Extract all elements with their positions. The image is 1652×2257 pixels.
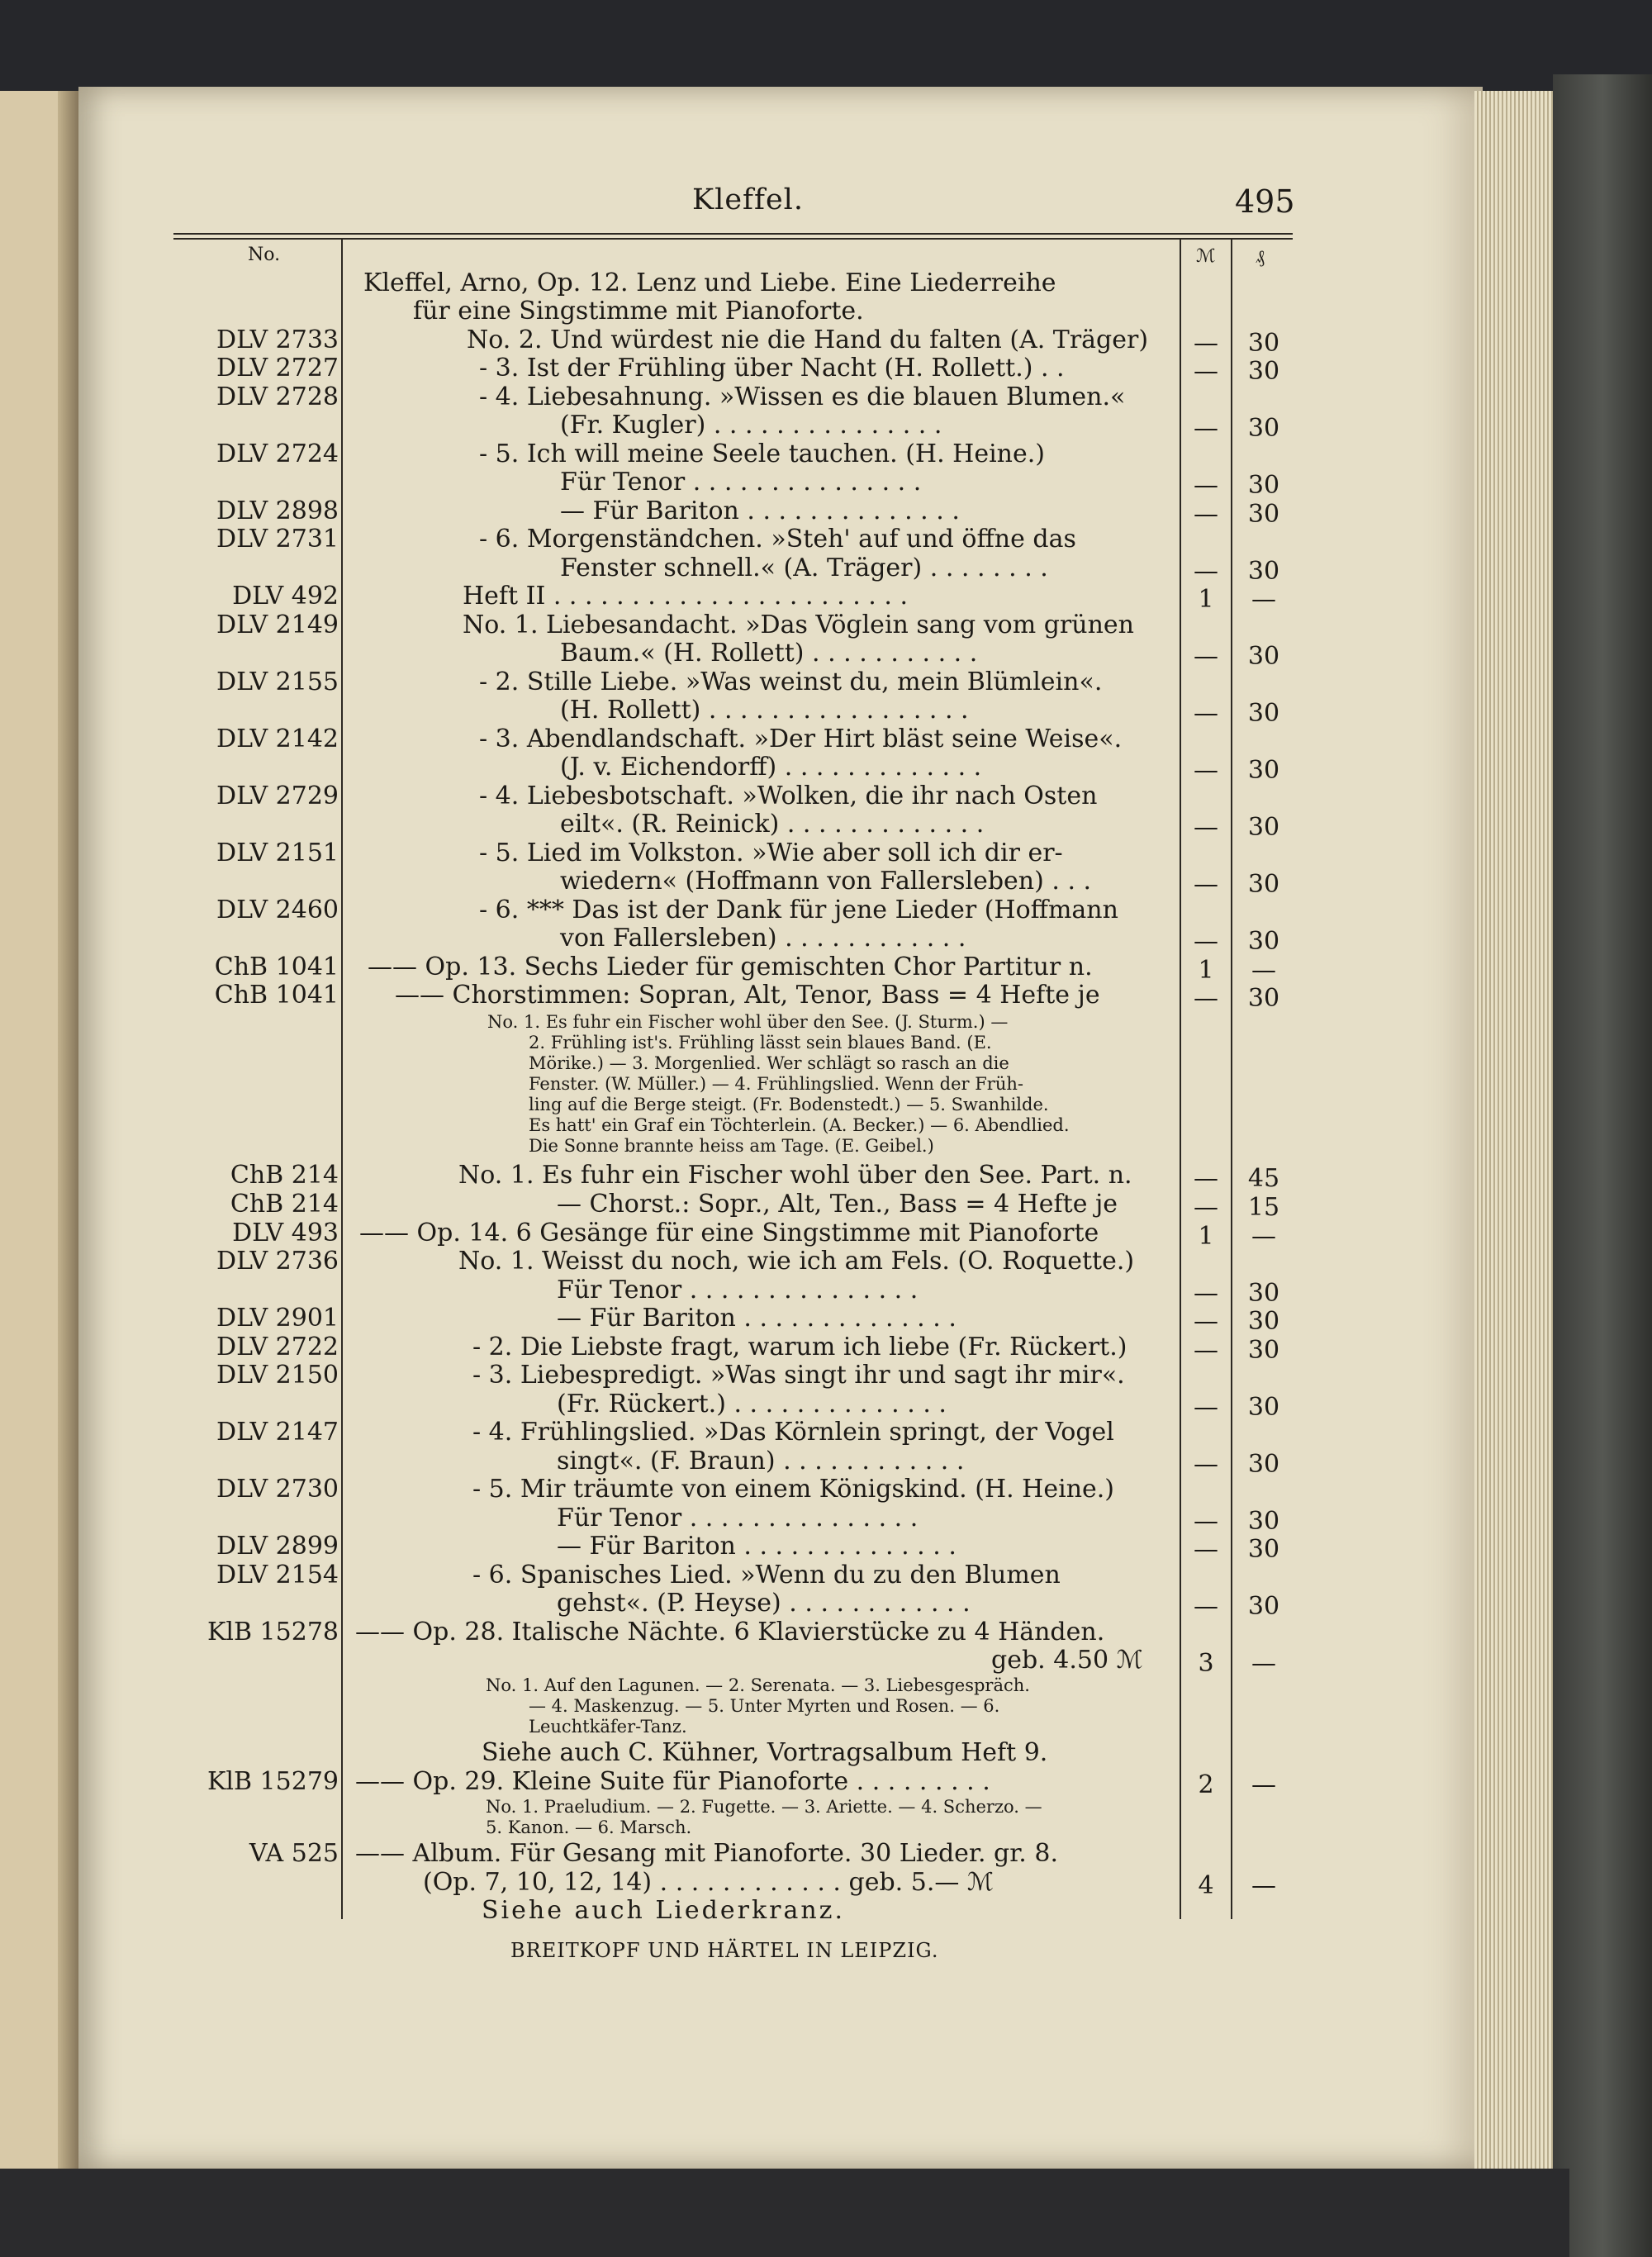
note-line: 5. Kanon. — 6. Marsch. [486, 1817, 692, 1837]
entry-line: - 5. Lied im Volkston. »Wie aber soll ich dir er- [479, 839, 1063, 867]
price-mark: — [1194, 471, 1218, 500]
entry-line: - 3. Abendlandschaft. »Der Hirt bläst seine Weise«. [479, 725, 1123, 753]
entry-line: - 2. Die Liebste fragt, warum ich liebe (Fr. Rückert.) [472, 1333, 1127, 1361]
entry-line: Für Tenor . . . . . . . . . . . . . . . [557, 1504, 919, 1532]
price-mark: — [1194, 756, 1218, 785]
catalog-no: ChB 1041 [214, 953, 339, 981]
price-mark: — [1194, 557, 1218, 586]
catalog-no: DLV 2727 [216, 354, 339, 383]
price-pf: 30 [1247, 1592, 1280, 1621]
catalog-no: DLV 2147 [216, 1418, 339, 1447]
note-line: Fenster. (W. Müller.) — 4. Frühlingslied. Wenn der Früh- [529, 1074, 1023, 1094]
price-mark: — [1194, 1193, 1218, 1222]
entry-line: No. 1. Es fuhr ein Fischer wohl über den See. Part. n. [458, 1161, 1132, 1190]
column-divider-no [341, 238, 343, 1919]
price-pf: 30 [1247, 699, 1280, 728]
price-mark: — [1194, 329, 1218, 358]
entry-line: gehst«. (P. Heyse) . . . . . . . . . . . . [557, 1589, 971, 1618]
price-mark: — [1194, 1592, 1218, 1621]
entry-line: —— Op. 13. Sechs Lieder für gemischten Chor Partitur n. [368, 953, 1093, 981]
price-pf: 30 [1247, 1393, 1280, 1422]
price-mark: — [1194, 870, 1218, 899]
price-mark: — [1194, 1164, 1218, 1193]
price-mark: — [1194, 1507, 1218, 1536]
price-mark: — [1194, 1393, 1218, 1422]
price-pf: — [1251, 1649, 1276, 1678]
price-mark: — [1194, 1279, 1218, 1308]
see-also-line: Siehe auch Liederkranz. [482, 1896, 846, 1925]
entry-line: von Fallersleben) . . . . . . . . . . . . [560, 924, 966, 953]
price-mark: — [1194, 1535, 1218, 1564]
entry-line: - 6. *** Das ist der Dank für jene Lieder (Hoffmann [479, 896, 1118, 924]
price-pf: 30 [1247, 870, 1280, 899]
price-mark: — [1194, 927, 1218, 956]
book-cover [1553, 74, 1652, 2257]
entry-line: - 5. Mir träumte von einem Königskind. (H. Heine.) [472, 1475, 1115, 1504]
price-pf: 30 [1247, 984, 1280, 1013]
entry-line: eilt«. (R. Reinick) . . . . . . . . . . . . . [560, 810, 985, 839]
note-line: No. 1. Praeludium. — 2. Fugette. — 3. Ariette. — 4. Scherzo. — [486, 1797, 1042, 1817]
catalog-no: DLV 492 [232, 582, 339, 611]
price-pf: 30 [1247, 471, 1280, 500]
price-mark: 4 [1198, 1871, 1214, 1900]
note-line: Es hatt' ein Graf ein Töchterlein. (A. Becker.) — 6. Abendlied. [529, 1115, 1070, 1135]
page-title: Kleffel. [692, 183, 804, 216]
price-pf: 30 [1247, 1507, 1280, 1536]
price-pf: 30 [1247, 1279, 1280, 1308]
price-pf: 30 [1247, 329, 1280, 358]
note-line: No. 1. Auf den Lagunen. — 2. Serenata. — 3. Liebesgespräch. [486, 1675, 1030, 1695]
catalog-no: ChB 1041 [214, 981, 339, 1010]
entry-line: wiedern« (Hoffmann von Fallersleben) . . . [560, 867, 1092, 896]
catalog-no: DLV 2731 [216, 525, 339, 554]
entry-line: (H. Rollett) . . . . . . . . . . . . . . . . . [560, 696, 969, 725]
price-pf: 30 [1247, 414, 1280, 443]
price-mark: 1 [1198, 1222, 1214, 1251]
note-line: No. 1. Es fuhr ein Fischer wohl über den See. (J. Sturm.) — [487, 1012, 1009, 1032]
price-mark: — [1194, 1450, 1218, 1479]
publisher-footer: BREITKOPF UND HÄRTEL IN LEIPZIG. [510, 1939, 939, 1962]
price-pf: — [1251, 585, 1276, 614]
entry-line: — Für Bariton . . . . . . . . . . . . . . [560, 497, 960, 525]
entry-line: - 3. Ist der Frühling über Nacht (H. Rollett.) . . [479, 354, 1065, 383]
entry-line: —— Op. 28. Italische Nächte. 6 Klavierstücke zu 4 Händen. [355, 1618, 1105, 1646]
catalog-no: ChB 214 [230, 1190, 339, 1219]
background-top [0, 0, 1652, 91]
price-pf: 30 [1247, 642, 1280, 671]
note-line: Leuchtkäfer-Tanz. [529, 1717, 687, 1737]
price-mark: — [1194, 813, 1218, 842]
entry-line: Für Tenor . . . . . . . . . . . . . . . [557, 1276, 919, 1304]
column-header-pf: ₰ [1256, 247, 1265, 268]
entry-line: für eine Singstimme mit Pianoforte. [413, 297, 864, 325]
catalog-no: DLV 2898 [216, 497, 339, 525]
entry-line: - 4. Frühlingslied. »Das Körnlein springt, der Vogel [472, 1418, 1114, 1447]
entry-line: geb. 4.50 ℳ [991, 1646, 1143, 1675]
catalog-no: DLV 493 [232, 1219, 339, 1247]
entry-line: Fenster schnell.« (A. Träger) . . . . . . . . [560, 554, 1048, 582]
catalog-no: DLV 2724 [216, 440, 339, 468]
catalog-no: DLV 2729 [216, 782, 339, 810]
entry-line: —— Chorstimmen: Sopran, Alt, Tenor, Bass = 4 Hefte je [395, 981, 1100, 1010]
catalog-no: KlB 15278 [206, 1618, 339, 1646]
catalog-no: DLV 2736 [216, 1247, 339, 1276]
catalog-no: DLV 2899 [216, 1532, 339, 1561]
catalog-no: VA 525 [249, 1839, 339, 1868]
catalog-no: DLV 2901 [216, 1304, 339, 1333]
entry-line: - 4. Liebesbotschaft. »Wolken, die ihr nach Osten [479, 782, 1098, 810]
entry-line: No. 2. Und würdest nie die Hand du falten (A. Träger) [467, 325, 1149, 354]
price-pf: 30 [1247, 927, 1280, 956]
price-pf: — [1251, 1770, 1276, 1799]
entry-line: Für Tenor . . . . . . . . . . . . . . . [560, 468, 922, 497]
price-pf: 30 [1247, 557, 1280, 586]
catalog-no: ChB 214 [230, 1161, 339, 1190]
price-mark: — [1194, 1307, 1218, 1336]
price-pf: — [1251, 956, 1276, 985]
catalog-no: DLV 2155 [216, 668, 339, 696]
price-mark: — [1194, 1336, 1218, 1365]
price-pf: 30 [1247, 357, 1280, 386]
note-line: Mörike.) — 3. Morgenlied. Wer schlägt so rasch an die [529, 1053, 1009, 1073]
note-line: ling auf die Berge steigt. (Fr. Bodenstedt.) — 5. Swanhilde. [529, 1095, 1049, 1114]
price-mark: 3 [1198, 1649, 1214, 1678]
catalog-no: DLV 2154 [216, 1561, 339, 1589]
price-mark: 2 [1198, 1770, 1214, 1799]
entry-line: (Fr. Rückert.) . . . . . . . . . . . . . . [557, 1390, 947, 1418]
entry-line: - 6. Morgenständchen. »Steh' auf und öffne das [479, 525, 1076, 554]
catalog-no: DLV 2150 [216, 1361, 339, 1390]
entry-line: — Für Bariton . . . . . . . . . . . . . . [557, 1532, 957, 1561]
entry-line: No. 1. Weisst du noch, wie ich am Fels. (O. Roquette.) [458, 1247, 1135, 1276]
entry-line: Heft II . . . . . . . . . . . . . . . . . . . . . . . [463, 582, 908, 611]
column-header-no: No. [248, 245, 281, 265]
entry-line: - 6. Spanisches Lied. »Wenn du zu den Blumen [472, 1561, 1061, 1589]
entry-line: Baum.« (H. Rollett) . . . . . . . . . . . [560, 639, 978, 668]
note-line: — 4. Maskenzug. — 5. Unter Myrten und Rosen. — 6. [529, 1696, 1000, 1716]
price-pf: — [1251, 1871, 1276, 1900]
column-header-mark: ℳ [1196, 246, 1216, 267]
price-mark: 1 [1198, 585, 1214, 614]
entry-line: Kleffel, Arno, Op. 12. Lenz und Liebe. Eine Liederreihe [363, 268, 1056, 297]
column-divider-pf [1231, 238, 1232, 1919]
catalog-no: DLV 2142 [216, 725, 339, 753]
entry-line: —— Op. 29. Kleine Suite für Pianoforte . . . . . . . . . [355, 1767, 990, 1796]
page-edges [1474, 91, 1557, 2173]
entry-line: —— Op. 14. 6 Gesänge für eine Singstimme mit Pianoforte [359, 1219, 1099, 1247]
entry-line: - 3. Liebespredigt. »Was singt ihr und sagt ihr mir«. [472, 1361, 1125, 1390]
price-mark: 1 [1198, 956, 1214, 985]
entry-line: —— Album. Für Gesang mit Pianoforte. 30 Lieder. gr. 8. [355, 1839, 1058, 1868]
catalog-no: DLV 2733 [216, 325, 339, 354]
price-mark: — [1194, 984, 1218, 1013]
entry-line: (J. v. Eichendorff) . . . . . . . . . . . . . [560, 753, 982, 782]
entry-line: - 5. Ich will meine Seele tauchen. (H. Heine.) [479, 440, 1045, 468]
price-mark: — [1194, 357, 1218, 386]
price-mark: — [1194, 414, 1218, 443]
catalog-no: DLV 2460 [216, 896, 339, 924]
entry-line: — Für Bariton . . . . . . . . . . . . . . [557, 1304, 957, 1333]
catalog-no: DLV 2730 [216, 1475, 339, 1504]
price-pf: 30 [1247, 813, 1280, 842]
price-mark: — [1194, 642, 1218, 671]
background-bottom [0, 2169, 1569, 2257]
note-line: 2. Frühling ist's. Frühling lässt sein blaues Band. (E. [529, 1033, 992, 1052]
entry-line: (Op. 7, 10, 12, 14) . . . . . . . . . . . . geb. 5.— ℳ [423, 1868, 994, 1897]
price-pf: 30 [1247, 1336, 1280, 1365]
entry-line: singt«. (F. Braun) . . . . . . . . . . . . [557, 1447, 965, 1475]
catalog-no: DLV 2149 [216, 611, 339, 639]
price-pf: 30 [1247, 1450, 1280, 1479]
price-pf: 45 [1247, 1164, 1280, 1193]
price-pf: 30 [1247, 1535, 1280, 1564]
catalog-no: DLV 2151 [216, 839, 339, 867]
see-also-line: Siehe auch C. Kühner, Vortragsalbum Heft 9. [482, 1738, 1048, 1767]
price-pf: — [1251, 1222, 1276, 1251]
header-rule [173, 233, 1293, 235]
catalog-no: DLV 2728 [216, 383, 339, 411]
price-mark: — [1194, 699, 1218, 728]
entry-line: (Fr. Kugler) . . . . . . . . . . . . . . . [560, 411, 942, 440]
price-mark: — [1194, 500, 1218, 529]
catalog-no: KlB 15279 [206, 1767, 339, 1796]
entry-line: — Chorst.: Sopr., Alt, Ten., Bass = 4 Hefte je [557, 1190, 1118, 1219]
price-pf: 15 [1247, 1193, 1280, 1222]
catalog-no: DLV 2722 [216, 1333, 339, 1361]
price-pf: 30 [1247, 756, 1280, 785]
entry-line: No. 1. Liebesandacht. »Das Vöglein sang vom grünen [463, 611, 1134, 639]
entry-line: - 4. Liebesahnung. »Wissen es die blauen Blumen.« [479, 383, 1126, 411]
page-number: 495 [1235, 183, 1295, 220]
note-line: Die Sonne brannte heiss am Tage. (E. Geibel.) [529, 1136, 934, 1156]
price-pf: 30 [1247, 500, 1280, 529]
price-pf: 30 [1247, 1307, 1280, 1336]
entry-line: - 2. Stille Liebe. »Was weinst du, mein Blümlein«. [479, 668, 1103, 696]
